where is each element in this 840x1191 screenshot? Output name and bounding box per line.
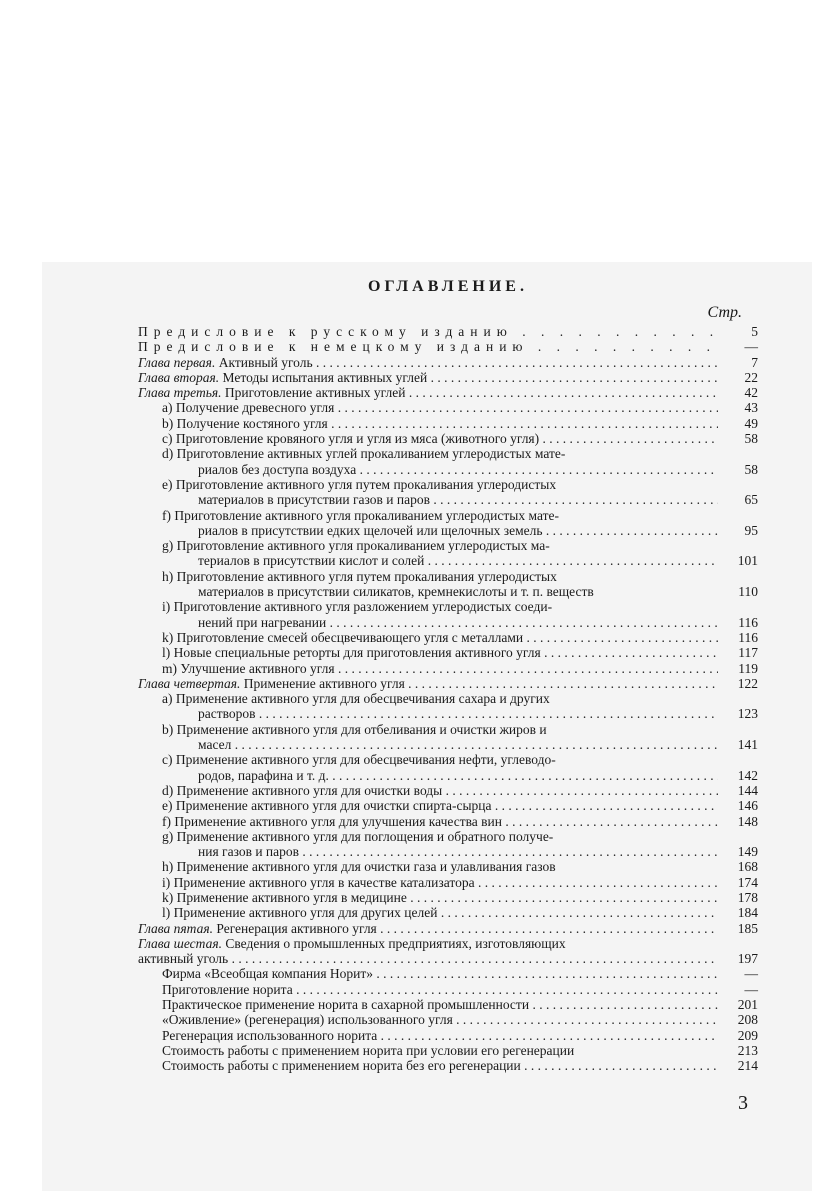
chapter-label: Глава шестая. xyxy=(138,935,222,951)
toc-entry xyxy=(138,844,758,859)
toc-entry xyxy=(138,1058,758,1073)
toc-entry xyxy=(138,538,758,553)
toc-entry-title xyxy=(138,400,718,415)
entry-text: Стоимость работы с применением норита без его регенерации xyxy=(162,1058,521,1074)
entry-text: нений при нагревании xyxy=(198,614,327,630)
entry-text: растворов xyxy=(198,706,256,722)
toc-entry-title xyxy=(138,676,718,691)
toc-entry xyxy=(138,798,758,813)
toc-entry-title xyxy=(138,737,718,752)
entry-text: Активный уголь xyxy=(215,354,313,370)
toc-entries xyxy=(138,324,758,1074)
entry-text: a) Применение активного угля для обесцвечивания сахара и других xyxy=(162,691,550,707)
toc-entry xyxy=(138,783,758,798)
toc-entry-page: 144 xyxy=(737,782,758,798)
toc-entry xyxy=(138,691,758,706)
toc-entry xyxy=(138,875,758,890)
toc-entry-page: 174 xyxy=(737,874,758,890)
entry-text: f) Приготовление активного угля прокаливанием углеродистых мате- xyxy=(162,507,559,523)
toc-entry-page: 22 xyxy=(744,369,758,385)
toc-entry xyxy=(138,1028,758,1043)
toc-entry-title xyxy=(138,630,718,645)
toc-entry xyxy=(138,630,758,645)
toc-entry-title xyxy=(138,1028,718,1043)
entry-text: c) Применение активного угля для обесцвечивания нефти, углеводо- xyxy=(162,752,556,768)
toc-entry-title xyxy=(138,553,718,568)
toc-entry-title xyxy=(138,890,718,905)
toc-entry-title xyxy=(138,814,718,829)
toc-entry-title xyxy=(138,982,718,997)
toc-entry-page: 65 xyxy=(744,492,758,508)
entry-text: m) Улучшение активного угля xyxy=(162,660,335,676)
toc-entry-page: — xyxy=(744,981,758,997)
toc-entry xyxy=(138,936,758,951)
entry-text: риалов в присутствии едких щелочей или щелочных земель xyxy=(198,522,543,538)
toc-entry xyxy=(138,385,758,400)
entry-text: e) Применение активного угля для очистки спирта-сырца xyxy=(162,798,492,814)
toc-entry-title xyxy=(138,844,718,859)
toc-entry xyxy=(138,553,758,568)
toc-entry xyxy=(138,431,758,446)
toc-entry xyxy=(138,339,758,354)
toc-entry-page: 58 xyxy=(744,431,758,447)
toc-entry xyxy=(138,737,758,752)
toc-entry xyxy=(138,370,758,385)
toc-entry-title xyxy=(138,936,718,951)
entry-text: материалов в присутствии газов и паров xyxy=(198,492,430,508)
toc-entry-title xyxy=(138,706,718,721)
toc-entry xyxy=(138,814,758,829)
toc-entry xyxy=(138,1043,758,1058)
entry-text: Методы испытания активных углей xyxy=(219,369,428,385)
toc-entry-title xyxy=(138,859,718,874)
toc-entry-page: 213 xyxy=(737,1042,758,1058)
entry-text: d) Приготовление активных углей прокаливанием углеродистых мате- xyxy=(162,446,566,462)
entry-text: g) Применение активного угля для поглощения и обратного получе- xyxy=(162,828,554,844)
toc-entry-title xyxy=(138,324,718,339)
toc-entry-title xyxy=(138,1012,718,1027)
toc-entry-page: 178 xyxy=(737,889,758,905)
entry-text: активный уголь xyxy=(138,951,229,967)
table-of-contents xyxy=(138,278,758,1074)
toc-entry-page: 123 xyxy=(737,706,758,722)
toc-entry xyxy=(138,569,758,584)
toc-entry-title xyxy=(138,783,718,798)
entry-text: i) Применение активного угля в качестве катализатора xyxy=(162,874,475,890)
toc-entry xyxy=(138,676,758,691)
toc-entry-title xyxy=(138,416,718,431)
toc-entry-title xyxy=(138,462,718,477)
toc-entry xyxy=(138,905,758,920)
entry-text: Фирма «Всеобщая компания Норит» xyxy=(162,966,374,982)
entry-text: риалов без доступа воздуха xyxy=(198,461,357,477)
toc-entry-title xyxy=(138,584,718,599)
toc-entry-page: 208 xyxy=(737,1012,758,1028)
chapter-label: Глава третья. xyxy=(138,385,222,401)
entry-text: Приготовление норита xyxy=(162,981,293,997)
toc-entry xyxy=(138,477,758,492)
toc-entry-page: 117 xyxy=(738,645,758,661)
entry-text: Приготовление активных углей xyxy=(221,385,406,401)
entry-text: Применение активного угля xyxy=(240,675,405,691)
toc-entry-title xyxy=(138,492,718,507)
toc-entry xyxy=(138,661,758,676)
entry-text: d) Применение активного угля для очистки воды xyxy=(162,782,443,798)
toc-title: ОГЛАВЛЕНИЕ. xyxy=(368,278,528,295)
toc-entry-page: 116 xyxy=(738,614,758,630)
toc-entry-title xyxy=(138,691,718,706)
toc-entry-title xyxy=(138,385,718,400)
toc-entry xyxy=(138,921,758,936)
entry-text: b) Применение активного угля для отбеливания и очистки жиров и xyxy=(162,721,547,737)
toc-entry-page: 95 xyxy=(744,522,758,538)
toc-entry xyxy=(138,997,758,1012)
toc-entry xyxy=(138,492,758,507)
toc-entry xyxy=(138,982,758,997)
toc-entry xyxy=(138,752,758,767)
toc-entry-title xyxy=(138,829,718,844)
toc-entry xyxy=(138,324,758,339)
entry-text: Стоимость работы с применением норита при условии его регенерации xyxy=(162,1042,575,1058)
toc-entry xyxy=(138,400,758,415)
toc-entry-title xyxy=(138,661,718,676)
entry-text: Практическое применение норита в сахарной промышленности xyxy=(162,997,530,1013)
toc-entry-page: — xyxy=(744,339,758,355)
toc-entry-page: 119 xyxy=(738,660,758,676)
entry-text: масел xyxy=(198,737,232,753)
toc-entry-page: 43 xyxy=(744,400,758,416)
chapter-label: Глава первая. xyxy=(138,354,216,370)
toc-entry xyxy=(138,416,758,431)
toc-entry xyxy=(138,645,758,660)
entry-text: h) Применение активного угля для очистки газа и улавливания газов xyxy=(162,859,556,875)
entry-text: h) Приготовление активного угля путем прокаливания углеродистых xyxy=(162,568,557,584)
toc-entry-page: 42 xyxy=(744,385,758,401)
entry-text: ния газов и паров xyxy=(198,844,300,860)
page-number: 3 xyxy=(738,1092,748,1114)
entry-text: e) Приготовление активного угля путем прокаливания углеродистых xyxy=(162,476,557,492)
toc-entry-title xyxy=(138,477,718,492)
toc-entry xyxy=(138,722,758,737)
toc-entry-title xyxy=(138,569,718,584)
toc-entry-title xyxy=(138,768,718,783)
toc-entry-page: 110 xyxy=(738,584,758,600)
entry-text: материалов в присутствии силикатов, кремнекислоты и т. п. веществ xyxy=(198,584,594,600)
toc-entry-title xyxy=(138,951,718,966)
toc-entry xyxy=(138,508,758,523)
toc-entry-title xyxy=(138,446,718,461)
entry-text: Предисловие к русскому изданию xyxy=(138,324,513,339)
toc-entry-page: 149 xyxy=(737,844,758,860)
toc-entry-title xyxy=(138,905,718,920)
entry-text: «Оживление» (регенерация) использованного угля xyxy=(162,1012,453,1028)
entry-text: родов, парафина и т. д. xyxy=(198,767,329,783)
entry-text: b) Получение костяного угля xyxy=(162,415,328,431)
toc-entry-title xyxy=(138,966,718,981)
toc-entry-title xyxy=(138,615,718,630)
toc-entry xyxy=(138,859,758,874)
toc-entry xyxy=(138,355,758,370)
toc-entry-page: 209 xyxy=(737,1027,758,1043)
toc-entry-page: 201 xyxy=(737,997,758,1013)
toc-entry-title xyxy=(138,538,718,553)
entry-text: Предисловие к немецкому изданию xyxy=(138,339,529,355)
toc-entry-page: 148 xyxy=(737,813,758,829)
entry-text: териалов в присутствии кислот и солей xyxy=(198,553,425,569)
toc-entry-title xyxy=(138,1058,718,1073)
toc-entry-title xyxy=(138,752,718,767)
page-column-label: Стр. xyxy=(707,304,742,321)
toc-entry-page: 7 xyxy=(751,354,758,370)
toc-entry xyxy=(138,1012,758,1027)
entry-text: g) Приготовление активного угля прокаливанием углеродистых ма- xyxy=(162,538,550,554)
entry-text: l) Новые специальные реторты для приготовления активного угля xyxy=(162,645,541,661)
entry-text: Регенерация использованного норита xyxy=(162,1027,378,1043)
toc-entry-page: 146 xyxy=(737,798,758,814)
toc-entry-title xyxy=(138,523,718,538)
toc-entry-page: 142 xyxy=(737,767,758,783)
entry-text: c) Приготовление кровяного угля и угля из мяса (животного угля) xyxy=(162,431,540,447)
toc-entry-page: 58 xyxy=(744,461,758,477)
toc-entry xyxy=(138,462,758,477)
toc-entry xyxy=(138,446,758,461)
toc-entry-page: 122 xyxy=(737,675,758,691)
entry-text: Регенерация активного угля xyxy=(213,920,377,936)
entry-text: l) Применение активного угля для других целей xyxy=(162,905,438,921)
chapter-label: Глава вторая. xyxy=(138,369,220,385)
toc-entry-title xyxy=(138,355,718,370)
toc-entry xyxy=(138,615,758,630)
toc-entry-title xyxy=(138,431,718,446)
toc-entry-page: 184 xyxy=(737,905,758,921)
toc-entry-page: 185 xyxy=(737,920,758,936)
toc-entry-title xyxy=(138,508,718,523)
chapter-label: Глава четвертая. xyxy=(138,675,241,691)
entry-text: a) Получение древесного угля xyxy=(162,400,335,416)
chapter-label: Глава пятая. xyxy=(138,920,213,936)
toc-entry-page: 197 xyxy=(737,951,758,967)
toc-entry-page: 168 xyxy=(737,859,758,875)
entry-text: k) Применение активного угля в медицине xyxy=(162,889,407,905)
toc-entry-title xyxy=(138,875,718,890)
toc-entry-title xyxy=(138,798,718,813)
toc-entry xyxy=(138,890,758,905)
toc-entry xyxy=(138,706,758,721)
toc-entry-page: 214 xyxy=(737,1058,758,1074)
toc-entry xyxy=(138,966,758,981)
toc-entry xyxy=(138,523,758,538)
toc-entry-page: — xyxy=(744,966,758,982)
toc-entry-page: 5 xyxy=(751,324,758,339)
toc-entry xyxy=(138,829,758,844)
toc-entry-title xyxy=(138,599,718,614)
toc-entry-title xyxy=(138,645,718,660)
entry-text: f) Применение активного угля для улучшения качества вин xyxy=(162,813,502,829)
entry-text: i) Приготовление активного угля разложением углеродистых соеди- xyxy=(162,599,553,615)
toc-entry xyxy=(138,584,758,599)
toc-entry-title xyxy=(138,370,718,385)
toc-entry-title xyxy=(138,1043,718,1058)
toc-entry-title xyxy=(138,722,718,737)
toc-entry xyxy=(138,599,758,614)
entry-text: Сведения о промышленных предприятиях, изготовляющих xyxy=(221,935,566,951)
toc-entry-page: 141 xyxy=(737,737,758,753)
toc-entry-title xyxy=(138,997,718,1012)
toc-entry-page: 49 xyxy=(744,415,758,431)
toc-entry-title xyxy=(138,339,718,354)
toc-entry xyxy=(138,951,758,966)
toc-entry-page: 101 xyxy=(737,553,758,569)
toc-entry-title xyxy=(138,921,718,936)
toc-entry-page: 116 xyxy=(738,629,758,645)
toc-entry xyxy=(138,768,758,783)
entry-text: k) Приготовление смесей обесцвечивающего угля с металлами xyxy=(162,629,524,645)
